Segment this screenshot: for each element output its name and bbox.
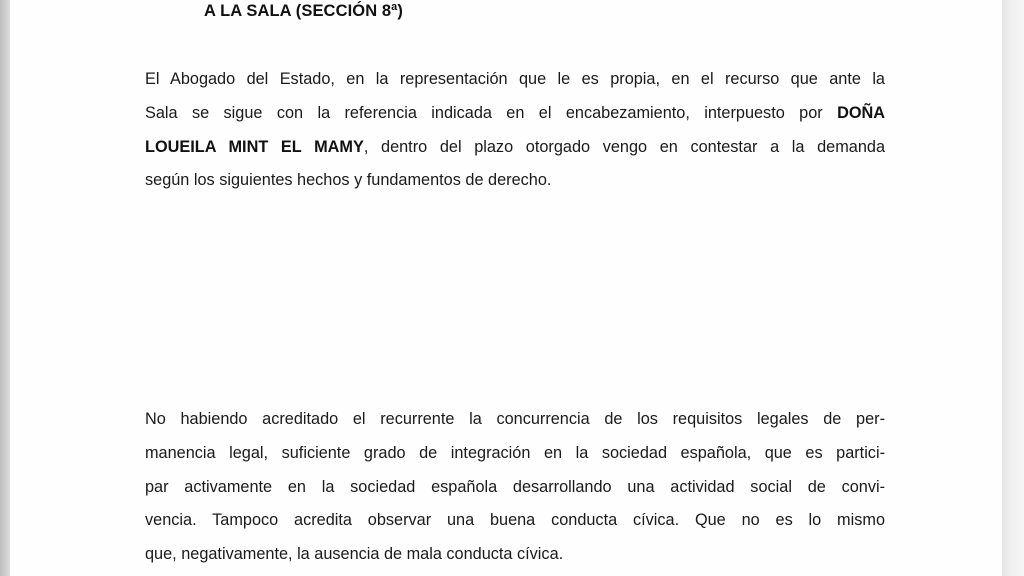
viewer-right-margin: [1002, 0, 1024, 576]
paragraph-intro-line-1: El Abogado del Estado, en la representación que le es propia, en el recurso que ante la: [145, 70, 885, 88]
paragraph-argument: [145, 403, 885, 572]
paragraph-argument-line-2: manencia legal, suficiente grado de integración en la sociedad española, que es partici-: [145, 443, 885, 462]
paragraph-argument-line-4: vencia. Tampoco acredita observar una buena conducta cívica. Que no es lo mismo: [145, 511, 885, 530]
document-page: [10, 0, 1002, 576]
paragraph-argument-line-5: que, negativamente, la ausencia de mala conducta cívica.: [145, 545, 564, 564]
paragraph-intro: [145, 63, 885, 198]
paragraph-intro-line-4: según los siguientes hechos y fundamentos de derecho.: [145, 171, 552, 190]
paragraph-argument-line-3: par activamente en la sociedad española desarrollando una actividad social de convi-: [145, 477, 885, 496]
paragraph-intro-line-2-text: Sala se sigue con la referencia indicada en el encabezamiento, interpuesto por: [145, 103, 838, 122]
claimant-name: LOUEILA MINT EL MAMY: [145, 137, 364, 156]
paragraph-intro-line-2: [145, 97, 885, 131]
document-heading: A LA SALA (SECCIÓN 8ª): [204, 2, 403, 20]
viewer-left-edge: [0, 0, 10, 576]
claimant-title: DOÑA: [837, 103, 885, 122]
paragraph-argument-line-1: No habiendo acreditado el recurrente la concurrencia de los requisitos legales de per-: [145, 410, 885, 428]
paragraph-intro-line-3-text: , dentro del plazo otorgado vengo en contestar a la demanda: [363, 137, 885, 156]
paragraph-intro-line-3: [145, 131, 885, 165]
